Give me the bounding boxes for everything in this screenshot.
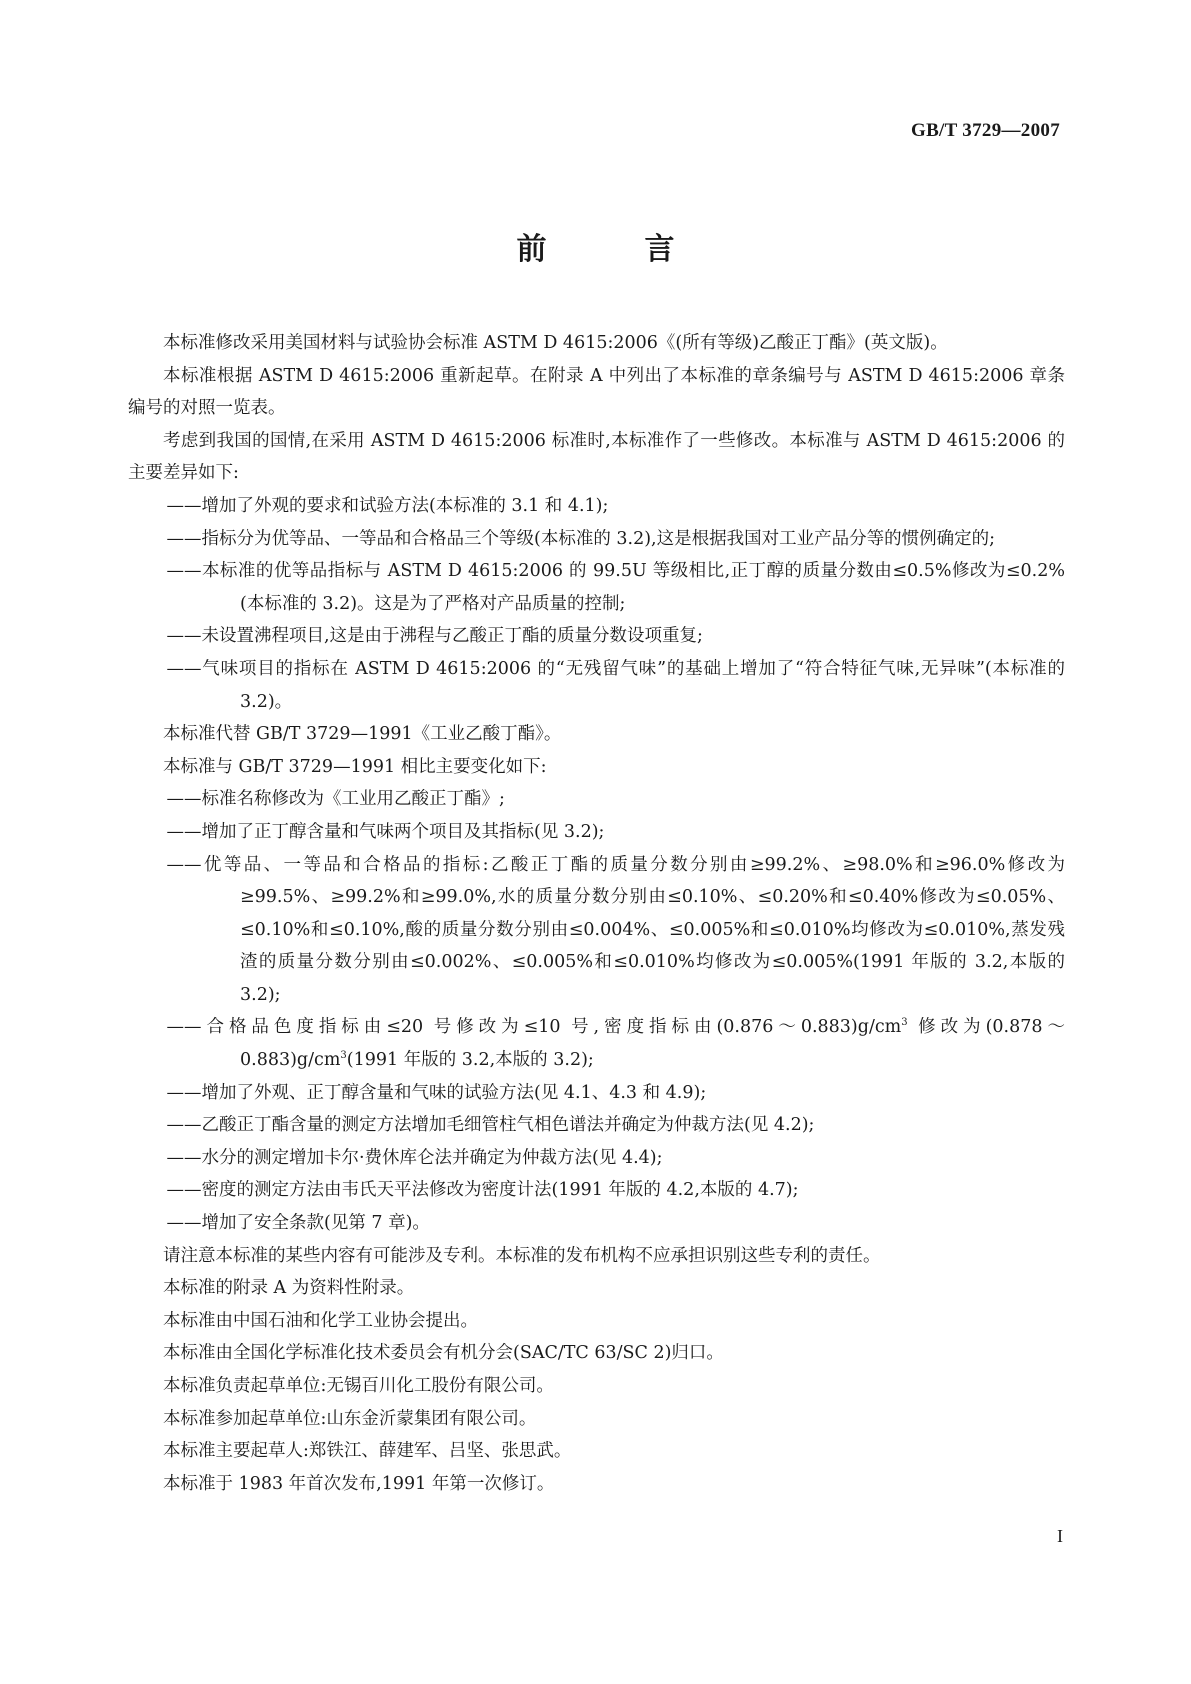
list-item: ——增加了正丁醇含量和气味两个项目及其指标(见 3.2); [166,821,605,842]
list-item: ——增加了外观、正丁醇含量和气味的试验方法(见 4.1、4.3 和 4.9); [166,1082,707,1103]
paragraph-redraft: 本标准根据 ASTM D 4615:2006 重新起草。在附录 A 中列出了本标准的章条编号与 ASTM D 4615:2006 章条编号的对照一览表。 [128,365,1065,419]
text-fragment: (1991 年版的 3.2,本版的 3.2); [346,1050,594,1071]
paragraph-changes-intro: 本标准与 GB/T 3729—1991 相比主要变化如下: [163,756,547,777]
list-item: ——指标分为优等品、一等品和合格品三个等级(本标准的 3.2),这是根据我国对工业产品分等的惯例确定的; [166,528,996,549]
list-item: ——乙酸正丁酯含量的测定方法增加毛细管柱气相色谱法并确定为仲裁方法(见 4.2); [166,1115,815,1136]
page-number: I [1057,1526,1063,1546]
paragraph-differences-intro: 考虑到我国的国情,在采用 ASTM D 4615:2006 标准时,本标准作了一些修改。本标准与 ASTM D 4615:2006 的主要差异如下: [128,430,1065,484]
list-item: ——未设置沸程项目,这是由于沸程与乙酸正丁酯的质量分数设项重复; [166,626,703,647]
paragraph-replaces: 本标准代替 GB/T 3729—1991《工业乙酸丁酯》。 [163,724,562,745]
paragraph-proposer: 本标准由中国石油和化学工业协会提出。 [163,1310,478,1331]
paragraph-participating-drafter: 本标准参加起草单位:山东金沂蒙集团有限公司。 [163,1408,537,1429]
paragraph-authors: 本标准主要起草人:郑铁江、薛建军、吕坚、张思武。 [163,1441,572,1462]
list-item: ——气味项目的指标在 ASTM D 4615:2006 的“无残留气味”的基础上增加了“符合特征气味,无异味”(本标准的 3.2)。 [166,658,1065,712]
superscript: 3 [340,1050,347,1062]
text-fragment: 修改为(0.878～0.883)g/cm [240,1017,1065,1071]
list-item: ——增加了安全条款(见第 7 章)。 [166,1213,430,1234]
list-item-color-density [128,1011,1065,1076]
paragraph-committee: 本标准由全国化学标准化技术委员会有机分会(SAC/TC 63/SC 2)归口。 [163,1343,724,1364]
text-fragment: ——合格品色度指标由≤20 号修改为≤10 号,密度指标由(0.876～0.883)g/cm [166,1017,902,1038]
paragraph-annex: 本标准的附录 A 为资料性附录。 [163,1278,415,1299]
list-item: ——标准名称修改为《工业用乙酸正丁酯》; [166,789,505,810]
list-item: ——优等品、一等品和合格品的指标:乙酸正丁酯的质量分数分别由≥99.2%、≥98.0%和≥96.0%修改为≥99.5%、≥99.2%和≥99.0%,水的质量分数分别由≤0.10%、≤0.20%和≤0.40%修改为≤0.05%、≤0.10%和≤0.10%,酸的质量分数分别由≤0.004%、≤0.005%和≤0.010%均修改为≤0.010%,蒸发残渣的质量分数分别由≤0.002%、≤0.005%和≤0.010%均修改为≤0.005%(1991 年版的 3.2,本版的 3.2); [166,854,1065,1005]
list-item: ——密度的测定方法由韦氏天平法修改为密度计法(1991 年版的 4.2,本版的 4.7); [166,1180,799,1201]
paragraph-patent: 请注意本标准的某些内容有可能涉及专利。本标准的发布机构不应承担识别这些专利的责任。 [163,1245,881,1266]
paragraph-history: 本标准于 1983 年首次发布,1991 年第一次修订。 [163,1473,555,1494]
superscript: 3 [901,1017,908,1029]
page-title: 前 言 [516,232,709,267]
list-item: ——增加了外观的要求和试验方法(本标准的 3.1 和 4.1); [166,495,609,516]
list-item: ——本标准的优等品指标与 ASTM D 4615:2006 的 99.5U 等级相比,正丁醇的质量分数由≤0.5%修改为≤0.2%(本标准的 3.2)。这是为了严格对产品质量的控制; [166,561,1065,614]
paragraph-lead-drafter: 本标准负责起草单位:无锡百川化工股份有限公司。 [163,1376,554,1396]
document-body [128,327,1065,1500]
list-item: ——水分的测定增加卡尔·费休库仑法并确定为仲裁方法(见 4.4); [166,1147,663,1168]
paragraph-adoption: 本标准修改采用美国材料与试验协会标准 ASTM D 4615:2006《(所有等级)乙酸正丁酯》(英文版)。 [163,333,948,353]
standard-code: GB/T 3729—2007 [910,120,1060,141]
